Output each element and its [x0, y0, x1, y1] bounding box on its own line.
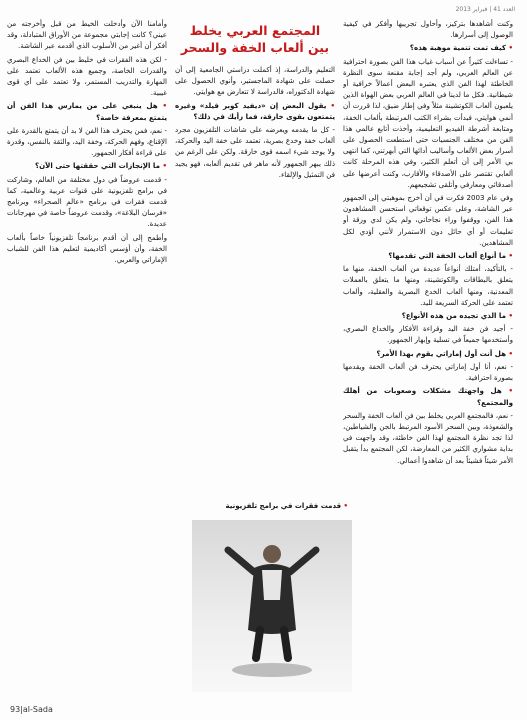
- performer-photo: [192, 520, 352, 692]
- question: • ما أنواع ألعاب الخفة التي تقدمها؟: [343, 250, 513, 261]
- column-left: [7, 18, 167, 694]
- question: • هل ينبغي على من يمارس هذا الفن أن يتمتع بمعرفة خاصة؟: [7, 100, 167, 122]
- paragraph: وأطمح إلى أن أقدم برنامجاً تلفزيونياً خاصاً بألعاب الخفة، وأن أؤسس أكاديمية لتعليم هذا الفن للشباب الإماراتي والعربي.: [7, 232, 167, 265]
- question: • ما الإنجازات التي حققتها حتى الآن؟: [7, 160, 167, 171]
- page-header: العدد 41 | فبراير 2013: [455, 6, 515, 13]
- title-line-1: المجتمع العربي يخلط: [189, 23, 321, 38]
- paragraph: وكنت أشاهدها بتركيز، وأحاول تجريبها وأفكر في كيفية الوصول إلى أسرارها.: [343, 19, 513, 40]
- levitating-man-illustration: [192, 520, 352, 692]
- photo-caption: • قدمت فقرات في برامج تلفزيونية: [196, 502, 348, 510]
- paragraph: - نعم، فمن يحترف هذا الفن لا بد أن يتمتع بالقدرة على الإقناع، وفهم الحركة، وخفة اليد، والثقة بالنفس، وقدرة على قراءة أفكار الجمهور.: [7, 125, 167, 158]
- title-line-2: بين ألعاب الخفة والسحر: [180, 40, 330, 55]
- paragraph: - كل ما يقدمه ويعرضه على شاشات التلفزيون مجرد ألعاب خفة وخدع بصرية، تعتمد على خفة اليد والحركة، ولا يوجد شيء اسمه قوى خارقة. ولكن على الرغم من ذلك يبهر الجمهور لأنه ماهر في تقديم ألعابه، فهو يجيد فن التمثيل والإلقاء.: [175, 125, 335, 179]
- question: • يقول البعض إن «ديفيد كوبر فيلد» وغيره يتمتعون بقوى خارقة، فما رأيك في ذلك؟: [175, 100, 335, 122]
- question: • كيف تمت تنمية موهبة هذه؟: [343, 42, 513, 53]
- question: • هل واجهتك مشكلات وصعوبات من أهلك والمجتمع؟: [343, 385, 513, 407]
- paragraph: وفي عام 2003 فكرت في أن أخرج بموهبتي إلى الجمهور عبر الشاشة، وعلى عكس توقعاتي استحسن المشاهدون هذا الفن، ووقفوا وراء نجاحاتي، ولم يكن لدي ورقة أو تعليمات أو أي حائل دون الاستمرار لأنني أؤدي لكل المشاهدين.: [343, 193, 513, 247]
- paragraph: - بالتأكيد، أمتلك أنواعاً عديدة من ألعاب الخفة، منها ما يتعلق بالبطاقات والكوتشينة، ومنها ما يتعلق بالعملات المعدنية، ومنها ألعاب الخدع البصرية والعقلية، وألعاب تعتمد على الحركة السريعة لليد.: [343, 264, 513, 307]
- paragraph: - تساءلت كثيراً عن أسباب غياب هذا الفن بصورة احترافية عن العالم العربي، ولم أجد إجابة مقنعة سوى النظرة الخاطئة لهذا الفن الذي يعتبره البعض أعمالاً خرافية أو شيطانية. فكل ما لدينا في العالم العربي بعض الهواة الذين يلعبون ألعاب الكوتشينة مثلاً وفي إطار ضيق، لذا قررت أن أنمي هوايتي، فبدأت بشراء الكتب المرتبطة بألعاب الخفة، ومتابعة أشرطة الفيديو التعليمية، وأخذت أتابع عالمي هذا الفن من مختلف الجنسيات حتى استطعت الحصول على أسرار بعض الألعاب وأساليب أدائها التي أبهرتني، كما انتهى بي الأمر إلى أن أتعلم الكثير، وفي هذه المرحلة كانت ألعابي تقتصر على الأصدقاء والأقارب، وكنت أعرضها على أصدقائي ومعارفي وأتلقى تشجيعهم.: [343, 56, 513, 189]
- paragraph: وأمامنا الآن وأدخلت الخيط من قبل وأخرجته من عيني؟ كانت إجابتي مجموعة من الأوراق المتبادلة، وقد أفكر أن أغير من الأسلوب الذي أقدمه عبر الشاشة.: [7, 19, 167, 51]
- paragraph: - نعم، فالمجتمع العربي يخلط بين فن ألعاب الخفة والسحر والشعوذة، وبين السحر الأسود المرتبط بالجن والشياطين، لذا تجد نظرة المجتمع لهذا الفن خاطئة، وقد واجهت في بداية مشواري الكثير من المعارضة، لكن المجتمع بدأ يتقبل الأمر شيئاً فشيئاً بعد أن شاهدوا أعمالي.: [343, 410, 513, 465]
- page-footer: 93|al-Sada: [10, 705, 53, 714]
- column-middle-text: [175, 64, 335, 180]
- column-right: [343, 18, 513, 694]
- paragraph: التعليم والدراسة، إذ أكملت دراستي الجامعية إلى أن حصلت على شهادة الماجستير، وأنوي الحصول على شهادة الدكتوراه، فالدراسة لا تتعارض مع هوايتي.: [175, 65, 335, 97]
- paragraph: - نعم، أنا أول إماراتي يحترف فن ألعاب الخفة ويقدمها بصورة احترافية.: [343, 361, 513, 383]
- question: • ما الذي تجيده من هذه الأنواع؟: [343, 310, 513, 321]
- question: • هل أنت أول إماراتي يقوم بهذا الأمر؟: [343, 348, 513, 359]
- paragraph: - أجيد فن خفة اليد وقراءة الأفكار والخداع البصري، وأستخدمها جميعاً في تسلية وإبهار الجمهور.: [343, 324, 513, 345]
- paragraph: - لكن هذه الفقرات في خليط بين فن الخداع البصري والقدرات الخاصة، وجميع هذه الألعاب تعتمد على المهارة والتدريب المستمر، ولا تعتمد على أي قوى غيبية.: [7, 54, 167, 98]
- article-title: [175, 22, 335, 56]
- paragraph: - قدمت عروضاً في دول مختلفة من العالم، وشاركت في برامج تلفزيونية على قنوات عربية وعالمية، كما قدمت فقرات في برنامج «عالم الصحراء» وبرنامج «فرسان البلاغة»، وقدمت عروضاً خاصة في مهرجانات عديدة.: [7, 174, 167, 229]
